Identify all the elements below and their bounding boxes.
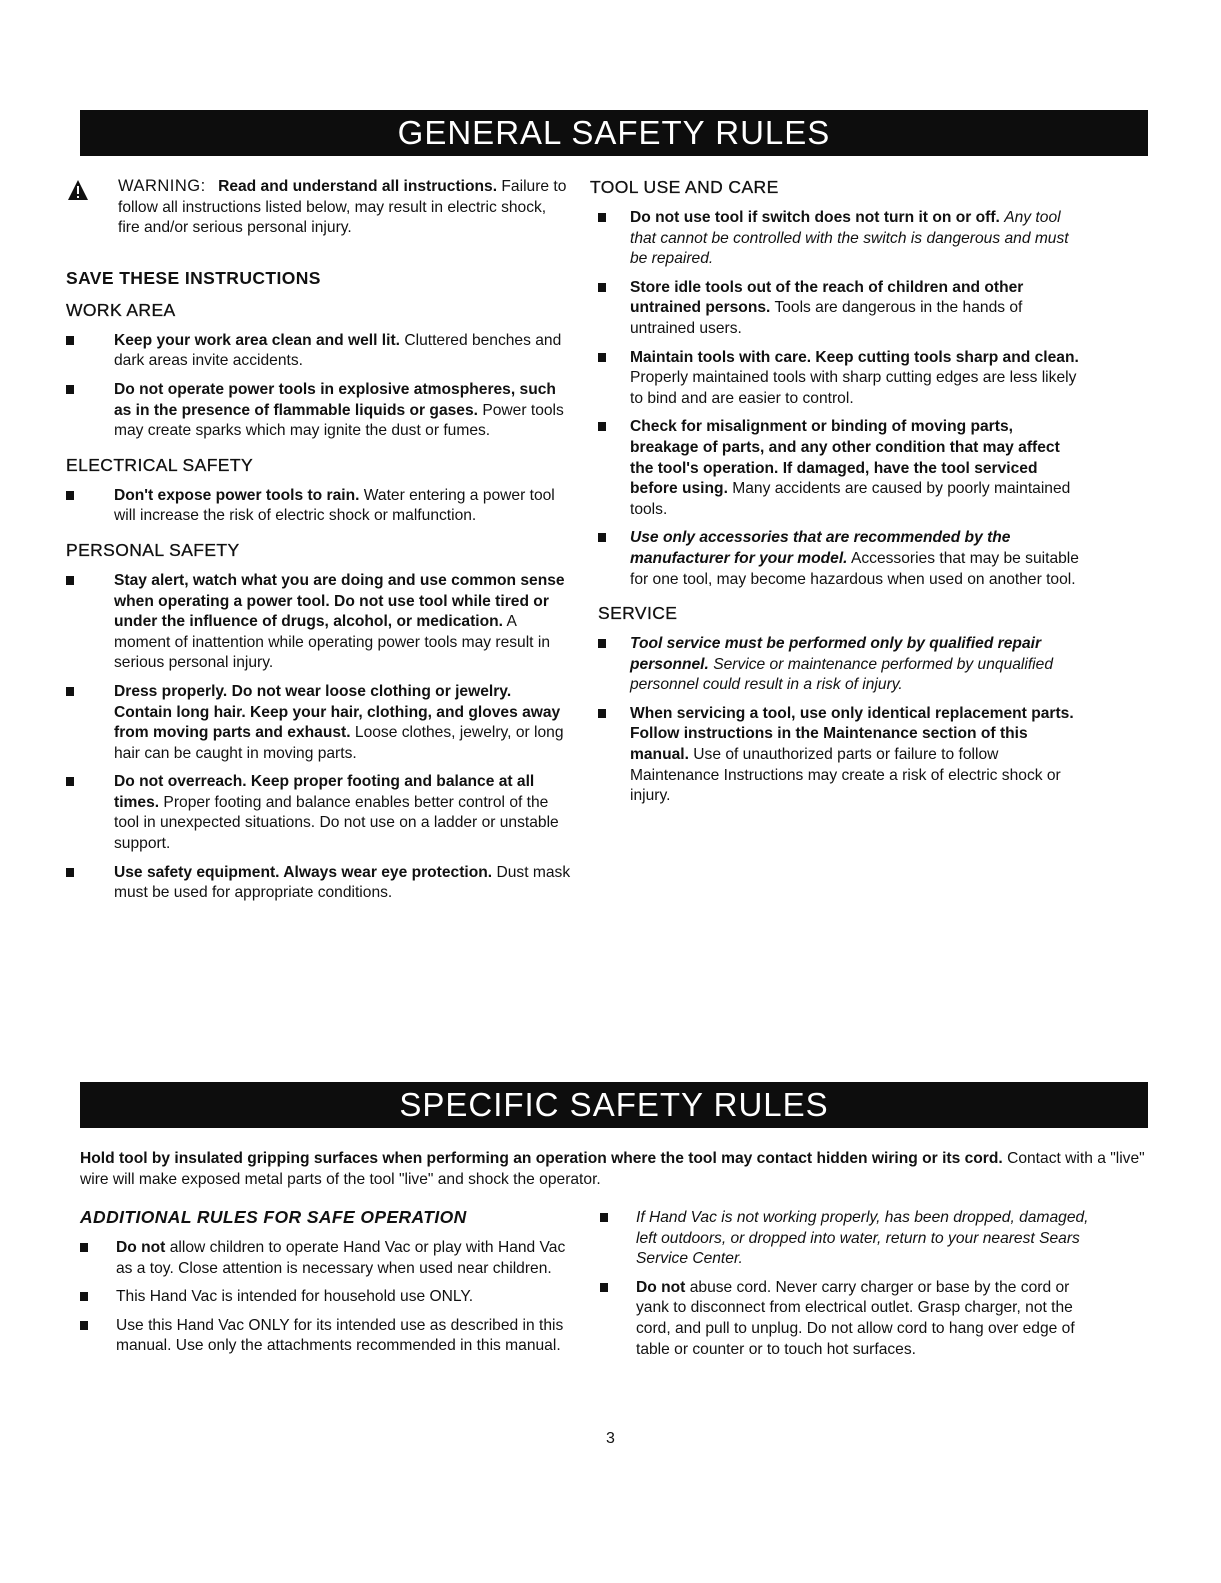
- rule-lead: Keep your work area clean and well lit.: [114, 331, 400, 349]
- work-area-list: [66, 331, 571, 442]
- general-left-column: [66, 176, 571, 916]
- list-item: [66, 380, 571, 442]
- rule-lead: Use safety equipment. Always wear eye protection.: [114, 863, 493, 881]
- additional-rules-right-list: [600, 1208, 1090, 1360]
- rule-body: abuse cord. Never carry charger or base by the cord or yank to disconnect from electrical outlet. Grasp charger, not the cord, and pull to unplug. Do not allow cord to hang over edge of table or counter or to touch hot surfaces.: [636, 1278, 1075, 1358]
- warning-block: [66, 176, 571, 239]
- electrical-safety-heading: ELECTRICAL SAFETY: [66, 454, 254, 475]
- rule-lead: Check for misalignment or binding of moving parts, breakage of parts, and any other condition that may affect the tool's operation. If damaged, have the tool serviced before using.: [630, 418, 1060, 498]
- rule-body: Dust mask must be used for appropriate conditions.: [114, 863, 571, 902]
- rule-lead: Do not use tool if switch does not turn it on or off.: [630, 209, 1000, 226]
- rule-body: If Hand Vac is not working properly, has been dropped, damaged, left outdoors, or dropped into water, return to your nearest Sears Service Center.: [636, 1209, 1089, 1268]
- rule-lead: Do not operate power tools in explosive atmospheres, such as in the presence of flammable liquids or gases.: [114, 380, 556, 419]
- rule-body: A moment of inattention while operating power tools may result in serious personal injury.: [114, 613, 550, 672]
- rule-lead: Maintain tools with care. Keep cutting tools sharp and clean.: [630, 348, 1079, 366]
- list-item: [598, 208, 1080, 270]
- list-item: [80, 1316, 580, 1357]
- list-item: [598, 278, 1080, 340]
- tool-use-heading: TOOL USE AND CARE: [590, 177, 779, 197]
- electrical-safety-list: [66, 486, 571, 527]
- rule-body: Tools are dangerous in the hands of untrained users.: [630, 299, 1023, 337]
- rule-lead: When servicing a tool, use only identical replacement parts. Follow instructions in the Maintenance section of this manual.: [630, 704, 1074, 764]
- personal-safety-list: [66, 571, 571, 904]
- rule-body: Many accidents are caused by poorly maintained tools.: [630, 480, 1071, 518]
- general-right-column: [590, 176, 1080, 819]
- list-item: [80, 1238, 580, 1279]
- rule-body: This Hand Vac is intended for household use ONLY.: [116, 1288, 474, 1306]
- list-item: [66, 571, 571, 674]
- warning-label: WARNING:: [118, 177, 206, 195]
- list-item: [66, 682, 571, 764]
- rule-lead: Store idle tools out of the reach of children and other untrained persons.: [630, 278, 1024, 317]
- tool-use-list: [598, 208, 1080, 590]
- general-safety-banner: GENERAL SAFETY RULES: [80, 110, 1148, 156]
- specific-left-column: [80, 1206, 580, 1369]
- rule-body: Properly maintained tools with sharp cutting edges are less likely to bind and are easier to control.: [630, 369, 1077, 407]
- rule-body: allow children to operate Hand Vac or play with Hand Vac as a toy. Close attention is necessary when used near children.: [116, 1239, 566, 1277]
- list-item: [600, 1208, 1090, 1270]
- rule-lead: Don't expose power tools to rain.: [114, 486, 360, 504]
- rule-body: Service or maintenance performed by unqualified personnel could result in a risk of injury.: [630, 655, 1053, 694]
- service-heading: SERVICE: [598, 603, 678, 624]
- warning-body: Failure to follow all instructions listed below, may result in electric shock, fire and/or serious personal injury.: [118, 178, 567, 237]
- rule-lead: Use only accessories that are recommended by the manufacturer for your model.: [630, 529, 1011, 567]
- warning-triangle-icon: [66, 176, 116, 202]
- rule-lead: Do not overreach. Keep proper footing and balance at all times.: [114, 773, 535, 811]
- page-number: 3: [606, 1430, 615, 1447]
- service-list: [598, 634, 1080, 807]
- list-item: [598, 528, 1080, 590]
- warning-lead: Read and understand all instructions.: [218, 178, 498, 195]
- save-instructions-heading: SAVE THESE INSTRUCTIONS: [66, 267, 321, 288]
- rule-body: Accessories that may be suitable for one tool, may become hazardous when used on another tool.: [630, 549, 1079, 588]
- additional-rules-heading: ADDITIONAL RULES FOR SAFE OPERATION: [80, 1207, 467, 1227]
- list-item: [600, 1278, 1090, 1360]
- rule-body: Use of unauthorized parts or failure to follow Maintenance Instructions may create a risk of electric shock or injury.: [630, 746, 1061, 805]
- list-item: [66, 863, 571, 904]
- list-item: [598, 704, 1080, 807]
- rule-body: Water entering a power tool will increase the risk of electric shock or malfunction.: [114, 486, 555, 525]
- rule-lead: Tool service must be performed only by qualified repair personnel.: [630, 635, 1042, 673]
- work-area-heading: WORK AREA: [66, 299, 176, 320]
- specific-right-column: [600, 1208, 1090, 1372]
- rule-body: Loose clothes, jewelry, or long hair can be caught in moving parts.: [114, 724, 564, 762]
- rule-body: Cluttered benches and dark areas invite accidents.: [114, 331, 562, 370]
- rule-body: Proper footing and balance enables better control of the tool in unexpected situations. Do not use on a ladder or unstable support.: [114, 793, 559, 853]
- rule-lead: Do not: [636, 1278, 686, 1296]
- intro-lead: Hold tool by insulated gripping surfaces when performing an operation where the tool may contact hidden wiring or its cord.: [80, 1150, 1003, 1167]
- rule-lead: Stay alert, watch what you are doing and use common sense when operating a power tool. Do not use tool while tired or under the influence of drugs, alcohol, or medication.: [114, 571, 565, 631]
- list-item: [598, 348, 1080, 410]
- rule-lead: Dress properly. Do not wear loose clothing or jewelry. Contain long hair. Keep your hair, clothing, and gloves away from moving parts and exhaust.: [114, 682, 561, 742]
- rule-body: Any tool that cannot be controlled with the switch is dangerous and must be repaired.: [630, 209, 1069, 268]
- list-item: [66, 486, 571, 527]
- additional-rules-left-list: [80, 1238, 580, 1357]
- list-item: [598, 634, 1080, 696]
- rule-lead: Do not: [116, 1239, 166, 1256]
- personal-safety-heading: PERSONAL SAFETY: [66, 539, 240, 560]
- specific-intro: [80, 1148, 1150, 1190]
- list-item: [80, 1287, 580, 1308]
- specific-safety-banner: SPECIFIC SAFETY RULES: [80, 1082, 1148, 1128]
- rule-body: Use this Hand Vac ONLY for its intended use as described in this manual. Use only the attachments recommended in this manual.: [116, 1316, 564, 1355]
- list-item: [598, 417, 1080, 520]
- list-item: [66, 772, 571, 854]
- rule-body: Power tools may create sparks which may ignite the dust or fumes.: [114, 401, 564, 440]
- intro-body: Contact with a "live" wire will make exposed metal parts of the tool "live" and shock the operator.: [80, 1150, 1145, 1188]
- list-item: [66, 331, 571, 372]
